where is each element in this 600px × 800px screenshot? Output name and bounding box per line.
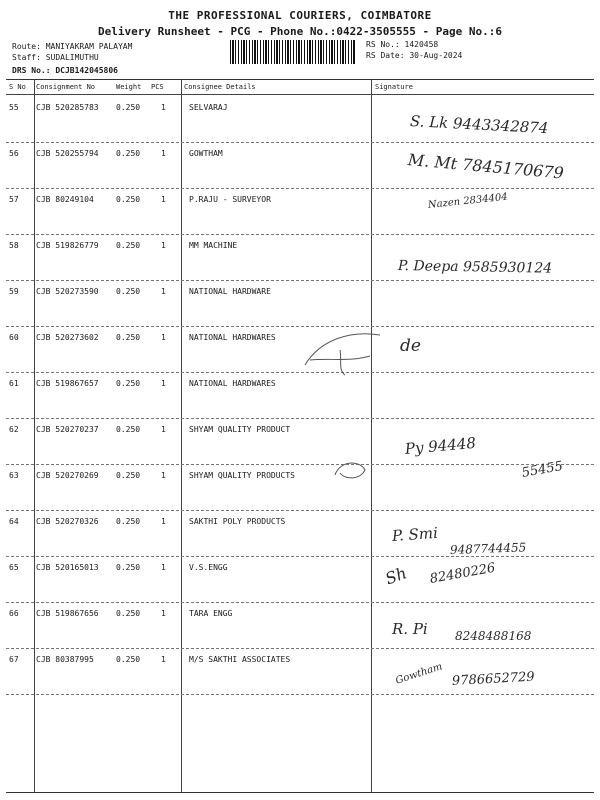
row-pcs: 1 [161, 241, 166, 250]
row-consignment-no: CJB 520273590 [36, 287, 99, 296]
row-weight: 0.250 [116, 425, 141, 434]
row-consignee: SELVARAJ [189, 103, 228, 112]
signature-67-name: Gowtham [394, 661, 444, 687]
signature-65-phone: 82480226 [428, 560, 497, 587]
row-pcs: 1 [161, 379, 166, 388]
row-weight: 0.250 [116, 609, 141, 618]
row-consignee: P.RAJU - SURVEYOR [189, 195, 271, 204]
row-consignment-no: CJB 519867656 [36, 609, 99, 618]
signature-67-phone: 9786652729 [451, 669, 535, 689]
row-consignee: M/S SAKTHI ASSOCIATES [189, 655, 291, 664]
row-sno: 56 [9, 149, 19, 158]
signature-66-name: R. Pi [392, 620, 428, 638]
row-consignment-no: CJB 519867657 [36, 379, 99, 388]
row-consignee: SAKTHI POLY PRODUCTS [189, 517, 286, 526]
row-weight: 0.250 [116, 149, 141, 158]
row-consignment-no: CJB 520255794 [36, 149, 99, 158]
row-consignment-no: CJB 80387995 [36, 655, 94, 664]
runsheet-subtitle: Delivery Runsheet - PCG - Phone No.:0422-3505555 - Page No.:6 [98, 25, 502, 38]
signature-64-name: P. Smi [391, 523, 439, 545]
row-pcs: 1 [161, 425, 166, 434]
route-label: Route: MANIYAKRAM PALAYAM [12, 42, 133, 51]
row-sno: 60 [9, 333, 19, 342]
row-consignment-no: CJB 520270269 [36, 471, 99, 480]
row-weight: 0.250 [116, 333, 141, 342]
rs-number: RS No.: 1420458 [366, 40, 439, 49]
row-pcs: 1 [161, 103, 166, 112]
header-sno: S No [9, 83, 26, 91]
table-row [6, 419, 594, 465]
signature-55: S. Lk 9443342874 [409, 112, 549, 138]
row-consignment-no: CJB 520273602 [36, 333, 99, 342]
row-consignee: NATIONAL HARDWARE [189, 287, 271, 296]
row-pcs: 1 [161, 655, 166, 664]
row-weight: 0.250 [116, 241, 141, 250]
signature-60: de [400, 336, 421, 356]
row-consignment-no: CJB 80249104 [36, 195, 94, 204]
row-pcs: 1 [161, 195, 166, 204]
row-pcs: 1 [161, 149, 166, 158]
row-consignee: NATIONAL HARDWARES [189, 333, 276, 342]
table-row [6, 465, 594, 511]
row-pcs: 1 [161, 471, 166, 480]
row-pcs: 1 [161, 609, 166, 618]
row-weight: 0.250 [116, 655, 141, 664]
row-weight: 0.250 [116, 471, 141, 480]
row-weight: 0.250 [116, 287, 141, 296]
row-consignee: NATIONAL HARDWARES [189, 379, 276, 388]
row-weight: 0.250 [116, 195, 141, 204]
signature-65-name: Sh [382, 563, 410, 589]
staff-label: Staff: SUDALIMUTHU [12, 53, 99, 62]
row-sno: 55 [9, 103, 19, 112]
row-consignment-no: CJB 520270326 [36, 517, 99, 526]
table-header [6, 80, 594, 95]
header-weight: Weight [116, 83, 142, 91]
header-pcs: PCS [151, 83, 164, 91]
row-consignment-no: CJB 519826779 [36, 241, 99, 250]
row-pcs: 1 [161, 563, 166, 572]
barcode [230, 40, 355, 64]
signature-64-phone: 9487744455 [449, 540, 527, 557]
row-sno: 64 [9, 517, 19, 526]
row-sno: 59 [9, 287, 19, 296]
signature-56: M. Mt 7845170679 [407, 150, 565, 183]
signature-66-phone: 8248488168 [455, 629, 532, 643]
row-pcs: 1 [161, 333, 166, 342]
row-consignment-no: CJB 520165013 [36, 563, 99, 572]
rs-date: RS Date: 30-Aug-2024 [366, 51, 463, 60]
signature-59: P. Deepa 9585930124 [397, 258, 553, 277]
row-consignee: SHYAM QUALITY PRODUCTS [189, 471, 295, 480]
header-consignment: Consignment No [36, 83, 96, 91]
row-consignment-no: CJB 520270237 [36, 425, 99, 434]
row-sno: 62 [9, 425, 19, 434]
row-sno: 66 [9, 609, 19, 618]
company-title: THE PROFESSIONAL COURIERS, COIMBATORE [168, 9, 432, 22]
row-sno: 58 [9, 241, 19, 250]
row-consignee: MM MACHINE [189, 241, 238, 250]
row-weight: 0.250 [116, 103, 141, 112]
row-consignee: SHYAM QUALITY PRODUCT [189, 425, 291, 434]
row-consignee: V.S.ENGG [189, 563, 228, 572]
row-consignment-no: CJB 520285783 [36, 103, 99, 112]
row-pcs: 1 [161, 517, 166, 526]
signature-62: Py 94448 [404, 433, 477, 458]
row-pcs: 1 [161, 287, 166, 296]
row-sno: 61 [9, 379, 19, 388]
drs-number: DRS No.: DCJB142045806 [12, 66, 118, 75]
row-weight: 0.250 [116, 563, 141, 572]
row-sno: 65 [9, 563, 19, 572]
row-sno: 57 [9, 195, 19, 204]
row-sno: 67 [9, 655, 19, 664]
table-row [6, 557, 594, 603]
signature-63: 55455 [520, 458, 565, 481]
row-weight: 0.250 [116, 517, 141, 526]
row-consignee: GOWTHAM [189, 149, 223, 158]
header-signature: Signature [375, 83, 413, 91]
row-weight: 0.250 [116, 379, 141, 388]
pen-scribble [300, 320, 390, 380]
row-separator [6, 694, 594, 695]
row-sno: 63 [9, 471, 19, 480]
row-consignee: TARA ENGG [189, 609, 233, 618]
signature-57: Nazen 2834404 [427, 191, 509, 211]
pen-scribble [330, 455, 370, 485]
header-consignee: Consignee Details [184, 83, 256, 91]
